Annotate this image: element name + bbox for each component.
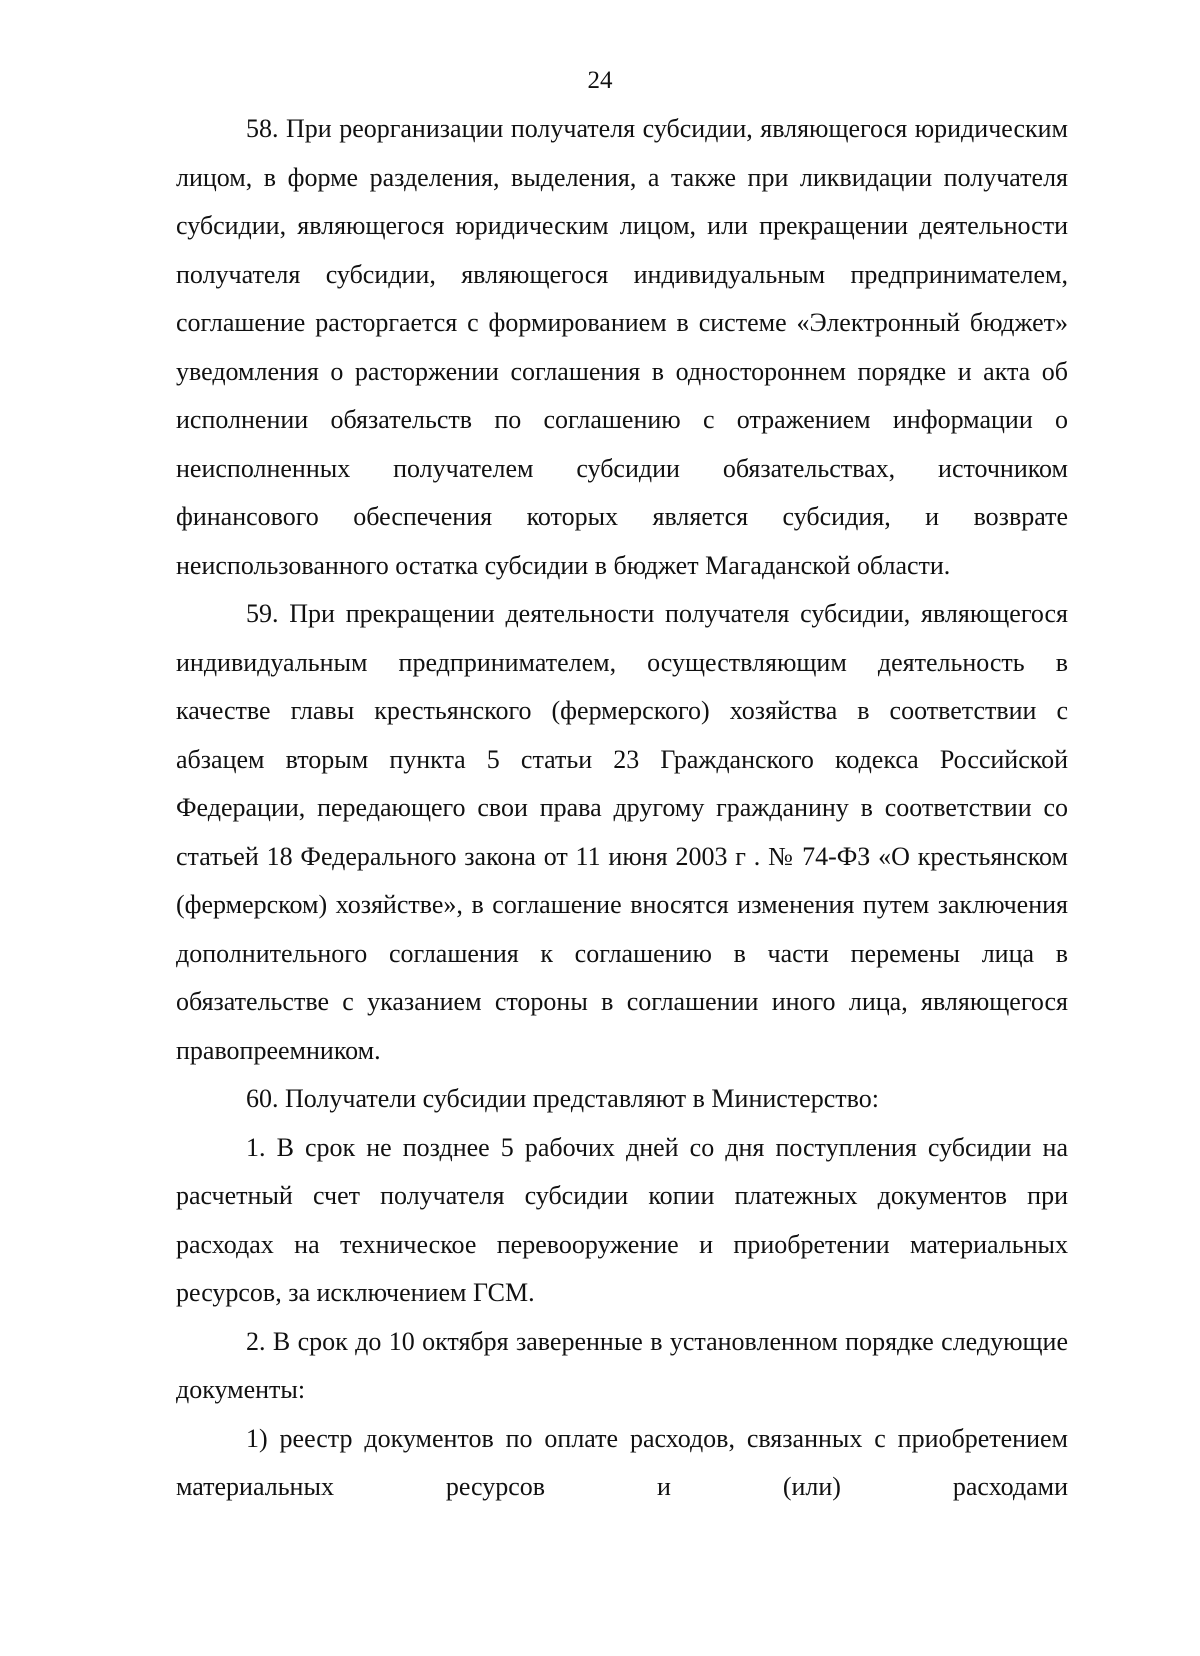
paragraph-59: 59. При прекращении деятельности получателя субсидии, являющегося индивидуальным предпринимателем, осуществляющим деятельность в качестве главы крестьянского (фермерского) хозяйства в соответствии с абзацем вторым пункта 5 статьи 23 Гражданского кодекса Российской Федерации, передающего свои права другому гражданину в соответствии со статьей 18 Федерального закона от 11 июня 2003 г . № 74-ФЗ «О крестьянском (фермерском) хозяйстве», в соглашение вносятся изменения путем заключения дополнительного соглашения к соглашению в части перемены лица в обязательстве с указанием стороны в соглашении иного лица, являющегося правопреемником. — [176, 599, 1068, 1065]
paragraph-58: 58. При реорганизации получателя субсидии, являющегося юридическим лицом, в форме разделения, выделения, а также при ликвидации получателя субсидии, являющегося юридическим лицом, или прекращении деятельности получателя субсидии, являющегося индивидуальным предпринимателем, соглашение расторгается с формированием в системе «Электронный бюджет» уведомления о расторжении соглашения в одностороннем порядке и акта об исполнении обязательств по соглашению с отражением информации о неисполненных получателем субсидии обязательствах, источником финансового обеспечения которых является субсидия, и возврате неиспользованного остатка субсидии в бюджет Магаданской области. — [176, 114, 1068, 580]
paragraph-60-item-2-subitem-1: 1) реестр документов по оплате расходов, связанных с приобретением материальных ресурсов и (или) расходами — [176, 1423, 1068, 1501]
paragraph-60-item-2: 2. В срок до 10 октября заверенные в установленном порядке следующие документы: — [176, 1326, 1068, 1404]
paragraph-60: 60. Получатели субсидии представляют в Министерство: — [246, 1084, 879, 1113]
page-number: 24 — [587, 67, 613, 94]
paragraph-60-item-1: 1. В срок не позднее 5 рабочих дней со дня поступления субсидии на расчетный счет получателя субсидии копии платежных документов при расходах на техническое перевооружение и приобретении материальных ресурсов, за исключением ГСМ. — [176, 1132, 1068, 1307]
document-body — [176, 105, 1068, 1512]
